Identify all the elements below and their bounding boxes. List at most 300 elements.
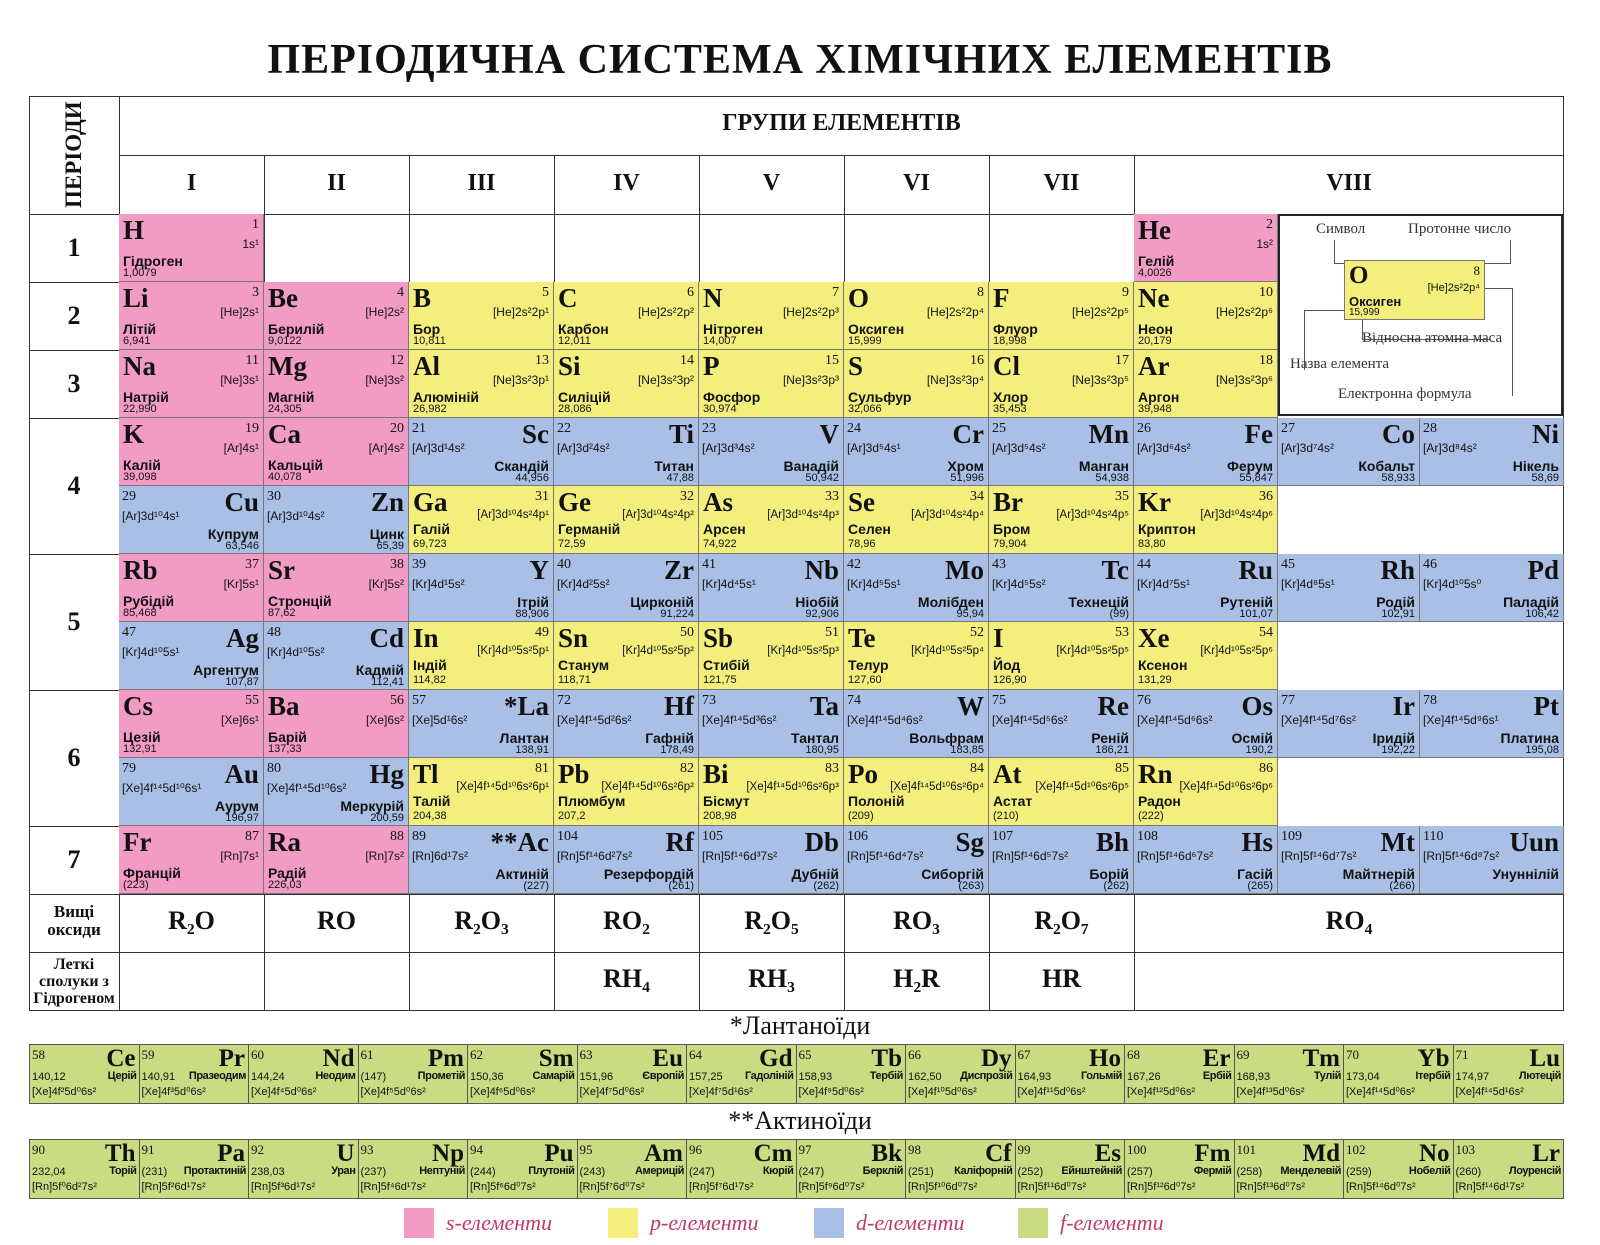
atomic-number: 97	[798, 1142, 812, 1157]
electron-config: [Rn]5f¹⁴6d⁵7s²	[992, 849, 1069, 863]
element-symbol: Rb	[123, 555, 158, 585]
legend-item-f	[1018, 1208, 1164, 1238]
electron-config: [Rn]5f¹⁴6d⁶7s²	[1137, 849, 1214, 863]
atomic-mass: 101,07	[1239, 608, 1273, 620]
atomic-mass: 58,69	[1531, 472, 1559, 484]
f-element-cell	[1454, 1140, 1564, 1198]
group-header-II: II	[327, 170, 346, 196]
atomic-number: 66	[908, 1047, 921, 1062]
key-leader-line	[1485, 263, 1511, 264]
oxide-formula: RO₄	[1325, 906, 1373, 935]
element-name: Бісмут	[703, 793, 750, 809]
atomic-number: 79	[122, 761, 136, 776]
electron-config: [Ne]3s²3p⁶	[1216, 373, 1273, 387]
grid-line	[29, 96, 1564, 97]
element-symbol: *La	[503, 691, 549, 721]
atomic-number: 93	[360, 1142, 374, 1157]
electron-config: [Xe]6s¹	[220, 713, 259, 727]
element-name: Вольфрам	[909, 730, 984, 746]
element-cell-au	[119, 758, 264, 826]
atomic-number: 52	[970, 625, 984, 640]
electron-config: [Ar]3d⁷4s²	[1281, 441, 1335, 455]
electron-config: [Xe]4f¹⁴5d⁵6s²	[992, 713, 1068, 727]
f-element-cell	[1125, 1045, 1235, 1103]
atomic-number: 70	[1346, 1047, 1359, 1062]
electron-config: [Rn]7s²	[365, 849, 404, 863]
element-name: Уран	[331, 1165, 356, 1177]
atomic-mass: (260)	[1455, 1166, 1482, 1178]
element-symbol: Sg	[955, 827, 984, 857]
element-symbol: Th	[104, 1140, 136, 1167]
element-symbol: Fr	[123, 827, 152, 857]
element-symbol: Pt	[1533, 691, 1559, 721]
atomic-mass: 9,0122	[268, 335, 302, 347]
atomic-mass: 140,91	[141, 1071, 176, 1083]
element-cell-zr	[554, 554, 699, 622]
element-cell-cd	[264, 622, 409, 690]
element-name: Цинк	[369, 526, 404, 542]
key-leader-line	[1485, 288, 1513, 289]
element-symbol: W	[957, 691, 984, 721]
atomic-mass: 20,179	[1138, 335, 1172, 347]
element-name: Барій	[268, 729, 307, 745]
element-symbol: Cu	[224, 487, 259, 517]
groups-label: ГРУПИ ЕЛЕМЕНТІВ	[722, 110, 961, 136]
oxide-formula: R₂O₃	[454, 906, 509, 935]
atomic-mass: 79,904	[993, 538, 1027, 550]
f-element-cell	[1125, 1140, 1235, 1198]
element-symbol: **Ac	[490, 827, 549, 857]
element-cell-ru	[1134, 554, 1278, 622]
element-cell-n	[699, 282, 844, 350]
atomic-mass: 162,50	[908, 1071, 942, 1083]
lanthanides-strip	[29, 1044, 1564, 1104]
atomic-mass: 50,942	[805, 472, 839, 484]
key-leader-line	[1334, 240, 1335, 264]
element-name: Торій	[109, 1165, 137, 1177]
element-cell-f	[989, 282, 1134, 350]
element-symbol: Er	[1202, 1045, 1231, 1072]
atomic-number: 18	[1259, 353, 1273, 368]
electron-config: [Rn]5f⁷6d⁰7s²	[579, 1181, 645, 1193]
atomic-number: 47	[122, 625, 136, 640]
atomic-number: 110	[1423, 829, 1444, 844]
electron-config: [Ar]3d¹⁰4s²4p⁴	[911, 509, 984, 521]
element-name: Самарій	[532, 1070, 575, 1082]
atomic-number: 20	[390, 421, 404, 436]
atomic-mass: 112,41	[371, 676, 404, 688]
element-symbol: Ho	[1089, 1045, 1121, 1072]
electron-config: [Rn]5f⁹6d⁰7s²	[798, 1181, 865, 1193]
element-symbol: Mo	[945, 555, 984, 585]
atomic-number: 68	[1127, 1047, 1140, 1062]
atomic-number: 26	[1137, 421, 1151, 436]
element-symbol: Rf	[665, 827, 694, 857]
element-symbol: Mt	[1380, 827, 1415, 857]
atomic-mass: 14,007	[703, 335, 737, 347]
element-symbol: Nb	[804, 555, 839, 585]
atomic-mass: (237)	[360, 1166, 387, 1178]
key-leader-line	[1304, 310, 1344, 311]
atomic-mass: 131,29	[1138, 674, 1172, 686]
atomic-number: 17	[1115, 353, 1129, 368]
period-label-6: 6	[67, 743, 81, 772]
key-symbol-label: Символ	[1316, 221, 1366, 237]
electron-config: 1s²	[1256, 237, 1273, 251]
element-cell-li	[119, 282, 264, 350]
electron-config: [Rn]5f¹²6d⁰7s²	[1127, 1181, 1196, 1193]
f-element-cell	[578, 1045, 688, 1103]
atomic-number: 64	[689, 1047, 702, 1062]
atomic-number: 45	[1281, 557, 1295, 572]
element-name: Радон	[1138, 793, 1181, 809]
element-name: Родій	[1376, 594, 1415, 610]
element-cell-br	[989, 486, 1134, 554]
element-name: Галій	[413, 521, 450, 537]
element-symbol: As	[703, 487, 734, 517]
atomic-mass: (247)	[798, 1166, 825, 1178]
atomic-number: 56	[390, 693, 404, 708]
element-name: Оксиген	[848, 321, 905, 337]
element-name: Сиборгій	[921, 866, 984, 882]
element-name: Неон	[1138, 321, 1173, 337]
element-symbol: Pu	[544, 1140, 574, 1167]
element-symbol: Pd	[1527, 555, 1559, 585]
atomic-mass: 32,066	[848, 403, 882, 415]
f-element-cell	[30, 1045, 140, 1103]
electron-config: [Xe]4f¹⁴5d¹⁰6s¹	[122, 781, 202, 795]
element-name: Ітрій	[517, 594, 549, 610]
electron-config: [Ne]3s²3p⁴	[926, 373, 984, 387]
key-proton-label: Протонне число	[1408, 221, 1512, 237]
oxides-label: Вищі оксиди	[47, 902, 101, 939]
element-name: Скандій	[494, 458, 549, 474]
element-cell-tc	[989, 554, 1134, 622]
atomic-number: 12	[390, 353, 404, 368]
electron-config: [Xe]4f¹⁴5d¹⁰6s²	[267, 781, 347, 795]
element-cell-cl	[989, 350, 1134, 418]
element-cell-ni	[1420, 418, 1564, 486]
element-cell-ir	[1278, 690, 1420, 758]
element-cell-tl	[409, 758, 554, 826]
element-name: Ніобій	[795, 594, 839, 610]
atomic-number: 28	[1423, 421, 1437, 436]
element-name: Нікель	[1512, 458, 1559, 474]
atomic-mass: 195,08	[1525, 744, 1559, 756]
electron-config: [Kr]4d¹⁰5s²5p²	[622, 645, 694, 657]
atomic-mass: 226,03	[268, 879, 302, 891]
atomic-number: 37	[245, 557, 259, 572]
f-element-cell	[140, 1140, 250, 1198]
element-name: Ксенон	[1138, 657, 1188, 673]
electron-config: [Ar]3d¹4s²	[412, 441, 465, 455]
electron-config: [Rn]5f⁷6d¹7s²	[689, 1181, 754, 1193]
element-symbol: Ta	[809, 691, 839, 721]
electron-config: [Kr]4d¹⁰5s⁰	[1423, 577, 1482, 591]
element-name: Прометій	[417, 1070, 465, 1082]
period-label-2: 2	[67, 301, 81, 330]
element-symbol: Ar	[1138, 351, 1170, 381]
f-element-cell	[1344, 1140, 1454, 1198]
element-symbol: F	[993, 283, 1010, 313]
element-name: Фосфор	[703, 389, 761, 405]
atomic-mass: 151,96	[579, 1071, 614, 1083]
element-cell-rf	[554, 826, 699, 894]
oxide-formula: RO	[317, 906, 356, 935]
element-name: Ітербій	[1415, 1070, 1451, 1082]
electron-config: [Rn]5f¹⁴6d⁸7s²	[1423, 849, 1500, 863]
atomic-number: 44	[1137, 557, 1151, 572]
atomic-mass: 183,85	[950, 744, 984, 756]
atomic-mass: 44,956	[515, 472, 549, 484]
atomic-mass: (261)	[668, 880, 694, 892]
electron-config: [Xe]4f⁵5d⁰6s²	[360, 1086, 426, 1098]
atomic-number: 101	[1236, 1142, 1256, 1157]
element-name: Берклій	[862, 1165, 903, 1177]
atomic-mass: 15,999	[848, 335, 882, 347]
element-name: Алюміній	[413, 389, 479, 405]
electron-config: [Xe]4f¹⁴5d²6s²	[557, 713, 632, 727]
atomic-number: 58	[32, 1047, 45, 1062]
oxide-formula: R₂O₇	[1034, 906, 1089, 935]
atomic-number: 85	[1115, 761, 1129, 776]
hydride-formula: RH₃	[748, 964, 795, 993]
atomic-number: 16	[970, 353, 984, 368]
legend-swatch	[1018, 1208, 1048, 1238]
element-cell-ar	[1134, 350, 1278, 418]
atomic-number: 10	[1259, 285, 1273, 300]
atomic-mass: 85,468	[123, 607, 157, 619]
atomic-number: 55	[245, 693, 259, 708]
element-name: Рутеній	[1220, 594, 1273, 610]
group-header-VII: VII	[1043, 170, 1080, 196]
element-symbol: Ge	[558, 487, 591, 517]
atomic-number: 48	[267, 625, 281, 640]
element-name: Талій	[413, 793, 451, 809]
atomic-number: 86	[1259, 761, 1273, 776]
element-symbol: Lr	[1532, 1140, 1560, 1167]
atomic-mass: (244)	[470, 1166, 496, 1178]
atomic-mass: 167,26	[1127, 1071, 1161, 1083]
atomic-number: 41	[702, 557, 716, 572]
atomic-mass: (265)	[1247, 880, 1273, 892]
key-leader-line	[1510, 240, 1511, 264]
atomic-number: 63	[579, 1047, 593, 1062]
atomic-number: 98	[908, 1142, 921, 1157]
electron-config: [Kr]4d¹⁰5s¹	[122, 645, 180, 659]
atomic-number: 88	[390, 829, 404, 844]
f-element-cell	[468, 1045, 578, 1103]
element-name: Гольмій	[1080, 1070, 1122, 1082]
atomic-number: 92	[251, 1142, 264, 1157]
atomic-number: 100	[1127, 1142, 1147, 1157]
electron-config: [Xe]4f¹²5d⁰6s²	[1127, 1086, 1195, 1098]
atomic-mass: 88,906	[515, 608, 549, 620]
element-symbol: Hg	[369, 759, 404, 789]
element-name: Нептуній	[419, 1165, 465, 1177]
electron-config: [Xe]4f¹³5d⁰6s²	[1236, 1086, 1305, 1098]
atomic-mass: 200,59	[370, 812, 404, 824]
electron-config: [Ar]3d¹⁰4s²4p³	[767, 509, 839, 521]
f-element-cell	[906, 1140, 1016, 1198]
electron-config: [Xe]4f¹⁴5d⁴6s²	[847, 713, 923, 727]
electron-config: [Ne]3s²3p¹	[492, 373, 549, 387]
element-symbol: Mg	[268, 351, 307, 381]
atomic-mass: 168,93	[1236, 1071, 1271, 1083]
atomic-mass: 39,948	[1138, 403, 1172, 415]
element-cell-os	[1134, 690, 1278, 758]
element-symbol: K	[123, 419, 145, 449]
atomic-mass: 24,305	[268, 403, 302, 415]
group-header-V: V	[762, 170, 781, 196]
electron-config: [Xe]5d¹6s²	[412, 713, 468, 727]
element-name: Стронцій	[268, 593, 332, 609]
element-cell-zn	[264, 486, 409, 554]
group-header-VI: VI	[903, 170, 930, 196]
group-header-VIII: VIII	[1326, 170, 1372, 196]
element-cell-sr	[264, 554, 409, 622]
atomic-mass: 207,2	[558, 810, 586, 822]
atomic-mass: 204,38	[413, 810, 447, 822]
element-name: Церій	[107, 1070, 137, 1082]
element-cell-db	[699, 826, 844, 894]
element-symbol: Cl	[993, 351, 1020, 381]
atomic-mass: (251)	[908, 1166, 934, 1178]
element-symbol: Tb	[871, 1045, 902, 1072]
element-cell-he	[1134, 214, 1278, 282]
element-name: Лантан	[499, 730, 549, 746]
element-name: Стибій	[703, 657, 750, 673]
element-name: Станум	[558, 657, 610, 673]
atomic-mass: 78,96	[848, 538, 876, 550]
element-cell-p	[699, 350, 844, 418]
atomic-number: 106	[847, 829, 868, 844]
group-header-IV: IV	[613, 170, 640, 196]
element-symbol: Ti	[668, 419, 694, 449]
element-name: Борій	[1089, 866, 1129, 882]
element-symbol: Cd	[369, 623, 404, 653]
f-element-cell	[1344, 1045, 1454, 1103]
atomic-mass: (209)	[848, 810, 874, 822]
element-cell-la	[409, 690, 554, 758]
atomic-number: 60	[251, 1047, 264, 1062]
atomic-mass: (231)	[141, 1166, 168, 1178]
atomic-number: 103	[1455, 1142, 1475, 1157]
element-symbol: Rn	[1138, 759, 1173, 789]
element-cell-as	[699, 486, 844, 554]
electron-config: [Rn]5f⁶6d⁰7s²	[470, 1181, 536, 1193]
period-label-7: 7	[67, 845, 81, 874]
element-symbol: Gd	[759, 1045, 793, 1072]
atomic-number: 36	[1259, 489, 1273, 504]
atomic-mass: 238,03	[251, 1166, 285, 1178]
atomic-number: 42	[847, 557, 861, 572]
electron-config: [Rn]5f²6d¹7s²	[141, 1181, 206, 1193]
atomic-number: 31	[535, 489, 549, 504]
element-name: Калій	[123, 457, 161, 473]
element-name: Резерфордій	[603, 866, 694, 882]
element-cell-h	[119, 214, 264, 282]
element-name: Менделевій	[1280, 1165, 1341, 1177]
element-symbol: Po	[848, 759, 878, 789]
period-label-3: 3	[67, 369, 81, 398]
element-cell-ac	[409, 826, 554, 894]
element-name: Сульфур	[848, 389, 912, 405]
electron-config: [Ar]3d¹⁰4s²4p⁵	[1056, 509, 1129, 521]
atomic-mass: 196,97	[225, 812, 259, 824]
atomic-mass: 18,998	[993, 335, 1027, 347]
element-symbol: Ce	[106, 1045, 136, 1072]
element-cell-cr	[844, 418, 989, 486]
element-cell-hf	[554, 690, 699, 758]
atomic-number: 57	[412, 693, 426, 708]
hydride-formula: HR	[1042, 964, 1081, 993]
atomic-number: 5	[542, 285, 549, 300]
atomic-number: 82	[680, 761, 694, 776]
electron-config: [Xe]4f⁴5d⁰6s²	[251, 1086, 317, 1098]
element-cell-cs	[119, 690, 264, 758]
element-name: Берилій	[268, 321, 325, 337]
element-name: Гадоліній	[744, 1070, 794, 1082]
element-cell-at	[989, 758, 1134, 826]
atomic-number: 75	[992, 693, 1006, 708]
element-symbol: Na	[123, 351, 156, 381]
element-name: Літій	[123, 321, 157, 337]
f-element-cell	[140, 1045, 250, 1103]
element-symbol: P	[703, 351, 720, 381]
electron-config: 1s¹	[242, 237, 259, 251]
element-symbol: Sm	[538, 1045, 574, 1072]
electron-config: [Rn]7s¹	[220, 849, 259, 863]
element-cell-cu	[119, 486, 264, 554]
electron-config: [He]2s²2p¹	[492, 305, 549, 319]
atomic-number: 11	[245, 353, 259, 368]
element-symbol: Se	[848, 487, 875, 517]
element-symbol: Br	[993, 487, 1023, 517]
element-name: Гафній	[645, 730, 694, 746]
grid-line	[119, 155, 1564, 156]
element-name: Францій	[123, 865, 181, 881]
atomic-number: 104	[557, 829, 578, 844]
atomic-number: 1	[252, 217, 259, 232]
element-symbol: Fe	[1244, 419, 1273, 449]
element-symbol: Bi	[703, 759, 729, 789]
electron-config: [Xe]4f¹⁴5d¹⁰6s²6p⁵	[1035, 781, 1129, 793]
element-name: Кюрій	[762, 1165, 794, 1177]
electron-config: [Xe]4f³5d⁰6s²	[141, 1086, 206, 1098]
electron-config: [Ar]3d⁶4s²	[1137, 441, 1191, 455]
element-symbol: Be	[268, 283, 298, 313]
key-sample-config: [He]2s²2p⁴	[1427, 282, 1480, 294]
element-symbol: Eu	[652, 1045, 683, 1072]
element-symbol: No	[1418, 1140, 1450, 1167]
element-name: Іридій	[1372, 730, 1415, 746]
electron-config: [Rn]5f⁰6d²7s²	[32, 1181, 97, 1193]
element-symbol: Lu	[1529, 1045, 1560, 1072]
atomic-number: 35	[1115, 489, 1129, 504]
f-element-cell	[359, 1045, 469, 1103]
element-cell-ta	[699, 690, 844, 758]
element-symbol: O	[848, 283, 870, 313]
electron-config: [Ar]3d¹⁰4s¹	[122, 509, 180, 523]
element-symbol: Ba	[268, 691, 300, 721]
atomic-mass: 118,71	[558, 674, 591, 686]
element-symbol: Rh	[1380, 555, 1415, 585]
atomic-mass: 180,95	[805, 744, 839, 756]
atomic-number: 43	[992, 557, 1006, 572]
atomic-mass: 102,91	[1381, 608, 1415, 620]
atomic-mass: 4,0026	[1138, 267, 1172, 279]
